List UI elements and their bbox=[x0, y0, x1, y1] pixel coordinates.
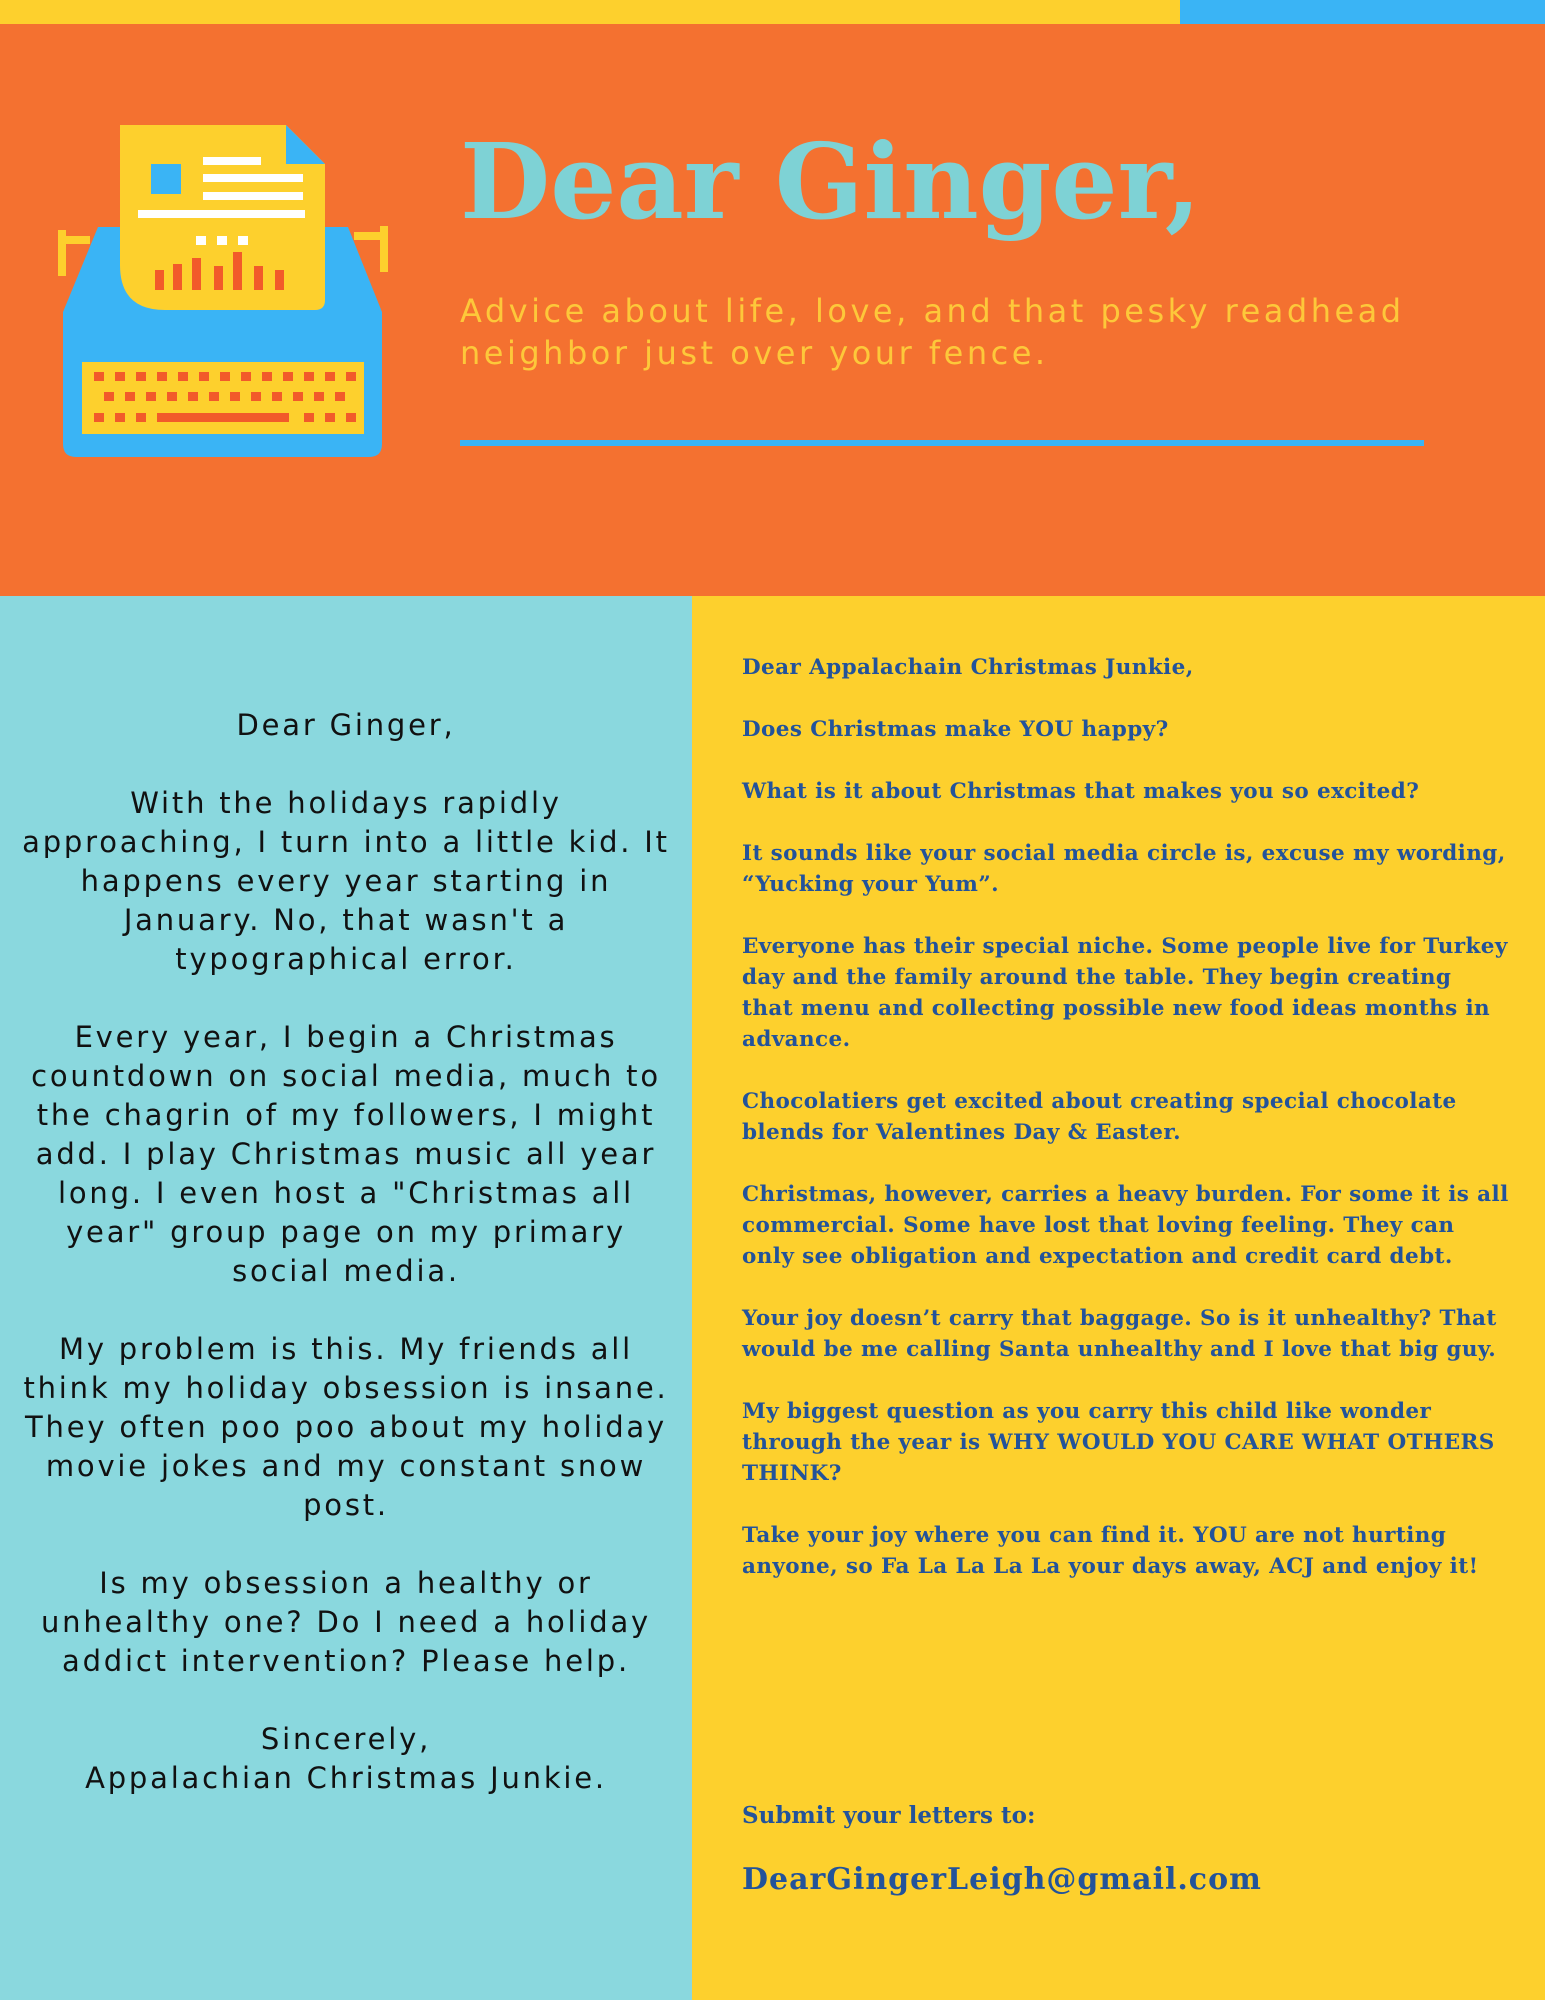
reply-paragraph: Does Christmas make YOU happy? bbox=[742, 717, 1169, 742]
reply-paragraph: It sounds like your social media circle is, excuse my wording, “Yucking your Yum”. bbox=[742, 841, 1506, 897]
top-accent-bar-yellow bbox=[0, 0, 1180, 24]
reply-paragraph: Everyone has their special niche. Some people live for Turkey day and the family around the table. They begin creating that menu and collecting possible new food ideas months in advance. bbox=[742, 934, 1508, 1052]
submit-label: Submit your letters to: bbox=[742, 1802, 1036, 1829]
reply-paragraph: Christmas, however, carries a heavy burden. For some it is all commercial. Some have lost that loving feeling. They can only see obligation and expectation and credit card debt. bbox=[742, 1182, 1509, 1269]
letter-paragraph: My problem is this. My friends all think my holiday obsession is insane. They often poo poo about my holiday movie jokes and my constant snow post. bbox=[23, 1332, 669, 1522]
page-title: Dear Ginger, bbox=[460, 120, 1201, 243]
reader-letter bbox=[20, 706, 672, 1798]
reply-paragraph: What is it about Christmas that makes you so excited? bbox=[742, 779, 1420, 804]
reply-paragraph: Your joy doesn’t carry that baggage. So is it unhealthy? That would be me calling Santa unhealthy and I love that big guy. bbox=[742, 1306, 1497, 1362]
letter-greeting: Dear Ginger, bbox=[236, 708, 456, 742]
letter-paragraph: Every year, I begin a Christmas countdown on social media, much to the chagrin of my followers, I might add. I play Christmas music all year long. I even host a "Christmas all year" group page on my primary social media. bbox=[31, 1020, 661, 1288]
typewriter-icon bbox=[58, 122, 388, 462]
letter-paragraph: Is my obsession a healthy or unhealthy one? Do I need a holiday addict intervention? Please help. bbox=[40, 1566, 652, 1678]
reply-greeting: Dear Appalachain Christmas Junkie, bbox=[742, 655, 1194, 680]
letter-closing: Sincerely, bbox=[260, 1722, 432, 1756]
reply-paragraph: Take your joy where you can find it. YOU are not hurting anyone, so Fa La La La La your days away, ACJ and enjoy it! bbox=[742, 1523, 1479, 1579]
letter-paragraph: With the holidays rapidly approaching, I turn into a little kid. It happens every year starting in January. No, that wasn't a typographical error. bbox=[22, 786, 670, 976]
reply-paragraph: My biggest question as you carry this child like wonder through the year is WHY WOULD YOU CARE WHAT OTHERS THINK? bbox=[742, 1399, 1495, 1486]
top-accent-bar-blue bbox=[1180, 0, 1545, 24]
submission-email[interactable]: DearGingerLeigh@gmail.com bbox=[742, 1862, 1262, 1897]
advice-reply bbox=[742, 652, 1510, 1613]
header-divider bbox=[460, 440, 1424, 446]
reply-paragraph: Chocolatiers get excited about creating special chocolate blends for Valentines Day & Easter. bbox=[742, 1089, 1457, 1145]
page-subtitle: Advice about life, love, and that pesky readhead neighbor just over your fence. bbox=[460, 292, 1405, 372]
letter-signature: Appalachian Christmas Junkie. bbox=[85, 1761, 607, 1795]
